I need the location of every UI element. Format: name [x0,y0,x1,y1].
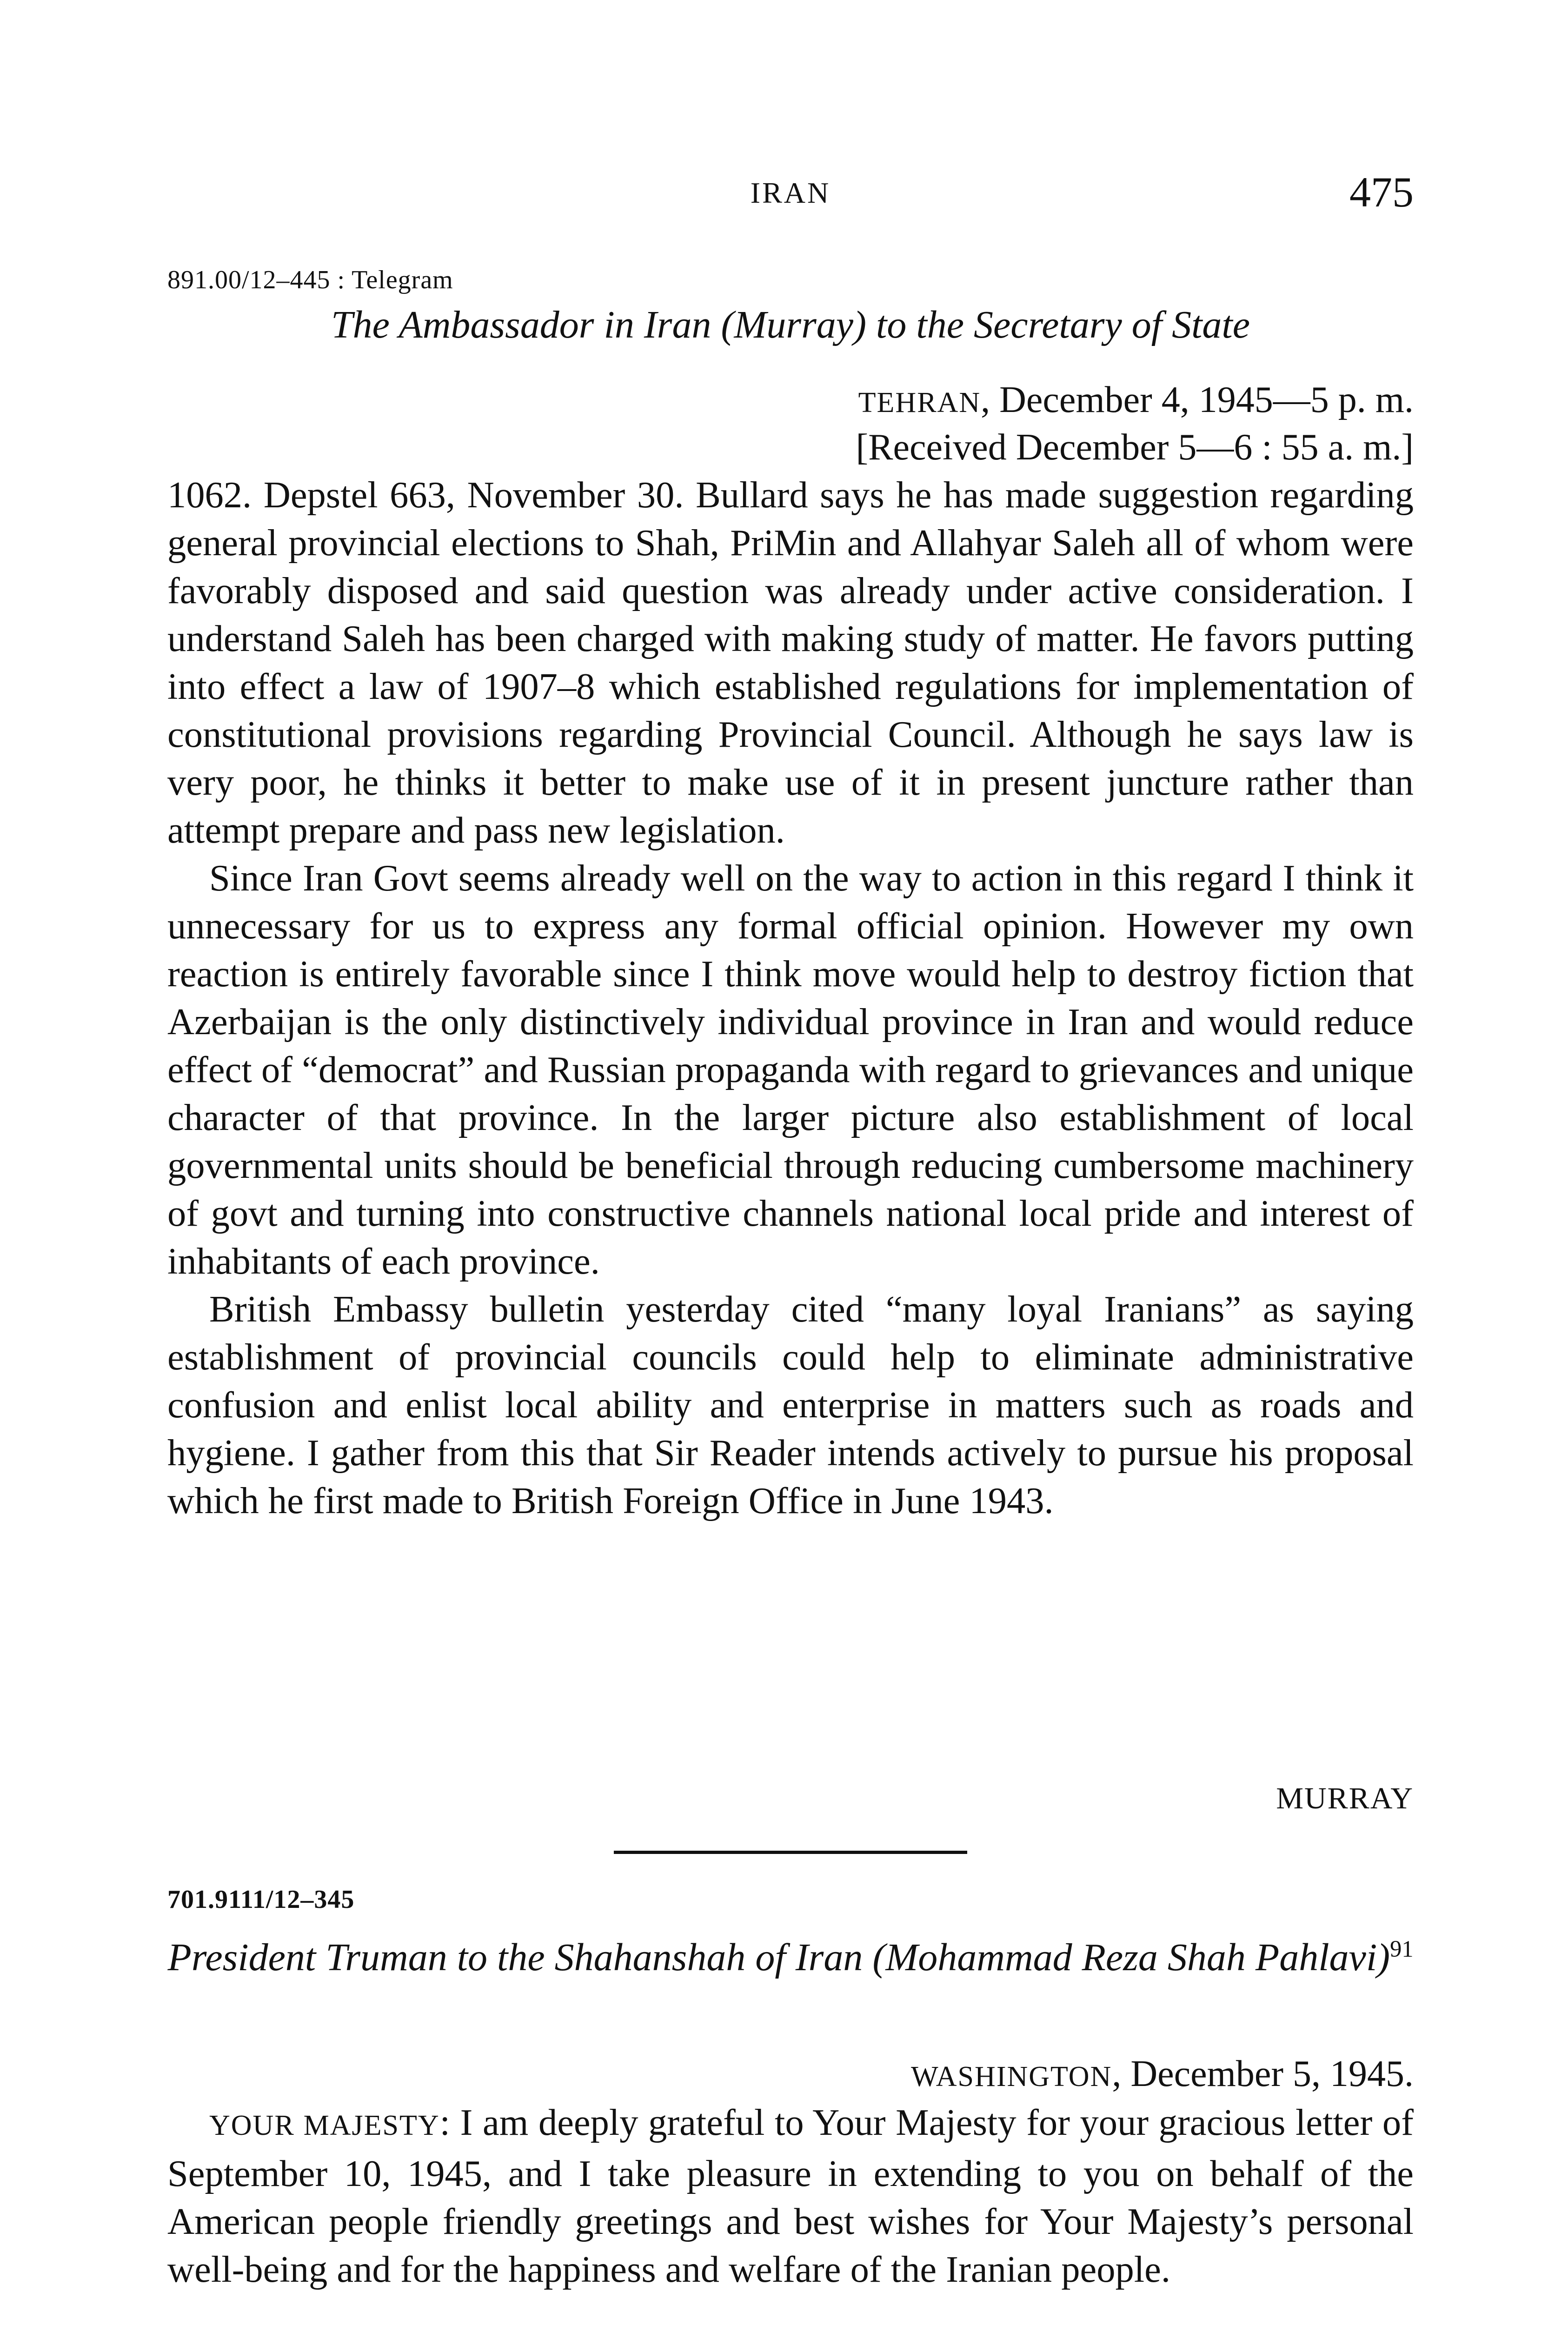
doc1-dateline-place: TEHRAN [858,387,981,418]
doc1-title: The Ambassador in Iran (Murray) to the Secretary of State [331,303,1250,346]
doc1-body [167,471,1414,1525]
page-number: 475 [1349,168,1414,216]
doc1-paragraph-2: Since Iran Govt seems already well on the way to action in this regard I think it unnecessary for us to express any formal official opinion. However my own reaction is entirely favorable since I think move would help to destroy fiction that Azerbaijan is the only distinctively individual province in Iran and would reduce effect of “democrat” and Russian propaganda with regard to grievances and unique character of that province. In the larger picture also establishment of local governmental units should be beneficial through reducing cumbersome machinery of govt and turning into constructive channels national local pride and interest of inhabitants of each province. [167,857,1414,1282]
doc1-dateline-date: , December 4, 1945—5 p. m. [981,379,1414,420]
doc1-signature [167,1781,1414,1816]
doc2-dateline [167,2050,1414,2101]
doc1-paragraph-1: 1062. Depstel 663, November 30. Bullard says he has made suggestion regarding general provincial elections to Shah, PriMin and Allahyar Saleh all of whom were favorably disposed and said question was already under active consideration. I understand Saleh has been charged with making study of matter. He favors putting into effect a law of 1907–8 which established regulations for implementation of constitutional provisions regarding Provincial Council. Although he says law is very poor, he thinks it better to make use of it in present juncture rather than attempt prepare and pass new legislation. [167,474,1414,851]
doc1-paragraph-3: British Embassy bulletin yesterday cited “many loyal Iranians” as saying establishment of provincial councils could help to eliminate administrative confusion and enlist local ability and enterprise in matters such as roads and hygiene. I gather from this that Sir Reader intends actively to pursue his proposal which he first made to British Foreign Office in June 1943. [167,1289,1414,1521]
doc2-salutation: YOUR MAJESTY [209,2110,440,2141]
doc2-footnote-mark: 91 [1390,1936,1414,1962]
doc2-letter-paragraph [167,2099,1414,2293]
doc2-title: President Truman to the Shahanshah of Iran (Mohammad Reza Shah Pahlavi) [167,1936,1390,1979]
doc2-title-block [167,1925,1414,1981]
doc2-body [167,2099,1414,2293]
section-divider [614,1851,967,1854]
doc1-received-line: [Received December 5—6 : 55 a. m.] [856,427,1414,468]
doc2-dateline-place: WASHINGTON [911,2061,1112,2092]
doc1-file-reference: 891.00/12–445 : Telegram [167,266,453,294]
doc2-file-reference: 701.9111/12–345 [167,1885,355,1914]
doc2-letter-text: : I am deeply grateful to Your Majesty for your gracious letter of September 10, 1945, and I take pleasure in extending to you on behalf of the American people friendly greetings and best wishes for Your Majesty’s personal well-being and for the happiness and welfare of the Iranian people. [167,2102,1414,2290]
running-header [167,167,1414,219]
doc1-signature-text: MURRAY [1276,1781,1414,1815]
doc1-dateline [167,376,1414,427]
doc2-dateline-date: , December 5, 1945. [1112,2053,1414,2094]
running-title: IRAN [750,176,831,209]
